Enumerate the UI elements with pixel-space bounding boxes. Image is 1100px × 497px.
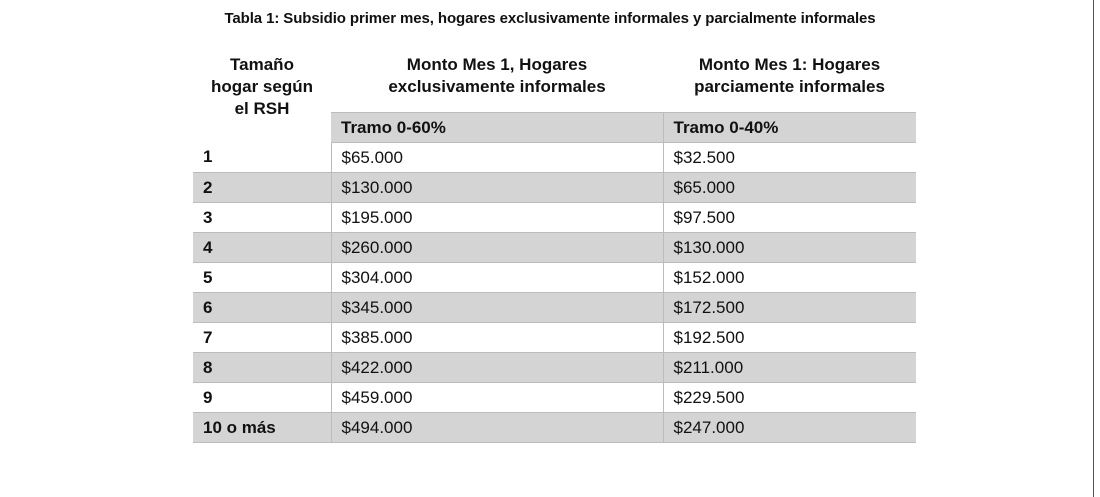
household-size-cell: 3 (193, 203, 331, 233)
header-col3-line1: Monto Mes 1: Hogares (698, 55, 881, 74)
amount-60-cell: $345.000 (331, 293, 663, 323)
table-row (193, 203, 916, 233)
amount-60-cell: $65.000 (331, 143, 663, 173)
table-row (193, 323, 916, 353)
household-size-cell: 9 (193, 383, 331, 413)
subheader-tramo-60: Tramo 0-60% (331, 113, 663, 143)
table-row (193, 293, 916, 323)
header-size-line3: el RSH (234, 99, 290, 118)
header-col2-line1: Monto Mes 1, Hogares (406, 55, 588, 74)
table-row (193, 353, 916, 383)
household-size-cell: 1 (193, 143, 331, 173)
amount-40-cell: $247.000 (663, 413, 916, 443)
header-col2-line2: exclusivamente informales (388, 77, 606, 96)
header-exclusive-informal (331, 54, 663, 113)
subsidy-table (193, 54, 916, 443)
amount-60-cell: $260.000 (331, 233, 663, 263)
amount-40-cell: $192.500 (663, 323, 916, 353)
amount-40-cell: $172.500 (663, 293, 916, 323)
amount-40-cell: $152.000 (663, 263, 916, 293)
amount-40-cell: $130.000 (663, 233, 916, 263)
table-title: Tabla 1: Subsidio primer mes, hogares exclusivamente informales y parcialmente informales (224, 10, 876, 27)
household-size-cell: 4 (193, 233, 331, 263)
amount-60-cell: $422.000 (331, 353, 663, 383)
subheader-tramo-40: Tramo 0-40% (663, 113, 916, 143)
table-row (193, 383, 916, 413)
table-row (193, 263, 916, 293)
header-household-size (193, 54, 331, 143)
household-size-cell: 7 (193, 323, 331, 353)
header-size-line1: Tamaño (230, 55, 294, 74)
amount-40-cell: $97.500 (663, 203, 916, 233)
amount-60-cell: $494.000 (331, 413, 663, 443)
table-row (193, 413, 916, 443)
amount-60-cell: $459.000 (331, 383, 663, 413)
household-size-cell: 6 (193, 293, 331, 323)
household-size-cell: 10 o más (193, 413, 331, 443)
amount-60-cell: $304.000 (331, 263, 663, 293)
amount-40-cell: $211.000 (663, 353, 916, 383)
amount-60-cell: $195.000 (331, 203, 663, 233)
table-row (193, 233, 916, 263)
household-size-cell: 2 (193, 173, 331, 203)
page-right-border (1093, 0, 1094, 497)
amount-40-cell: $229.500 (663, 383, 916, 413)
household-size-cell: 5 (193, 263, 331, 293)
table-row (193, 143, 916, 173)
header-size-line2: hogar según (210, 77, 313, 96)
header-partial-informal (663, 54, 916, 113)
amount-40-cell: $65.000 (663, 173, 916, 203)
amount-40-cell: $32.500 (663, 143, 916, 173)
amount-60-cell: $130.000 (331, 173, 663, 203)
header-col3-line2: parciamente informales (694, 77, 885, 96)
amount-60-cell: $385.000 (331, 323, 663, 353)
table-row (193, 173, 916, 203)
household-size-cell: 8 (193, 353, 331, 383)
